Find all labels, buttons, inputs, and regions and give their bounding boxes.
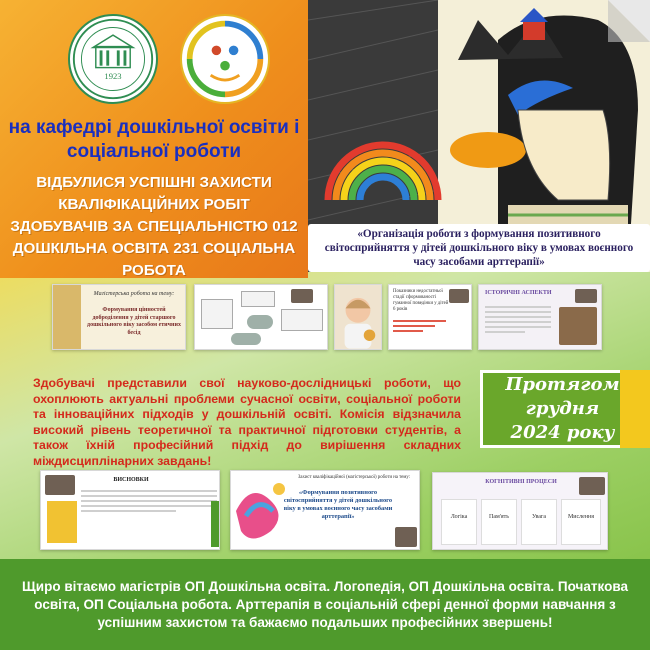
university-logo xyxy=(68,14,158,104)
diagram-box xyxy=(281,309,323,331)
diagram-node xyxy=(231,333,261,345)
chart-slide-thumbnail xyxy=(388,284,472,350)
process-card xyxy=(481,499,517,545)
header-panel xyxy=(0,0,308,278)
duration-text xyxy=(483,373,642,445)
closing-message: Щиро вітаємо магістрів ОП Дошкільна освіта. Логопедія, ОП Дошкільна освіта. Початкова освіта, ОП Соціальна робота. Арттерапія в соціальній сфері денної форми навчання з успішним захистом та бажаємо подальших професійних звершень! xyxy=(22,578,628,630)
process-label: Мислення xyxy=(567,514,595,520)
process-card xyxy=(521,499,557,545)
speaker-video-thumbnail xyxy=(395,527,417,547)
child-photo-thumbnail xyxy=(334,284,382,350)
accent-strip xyxy=(620,370,650,448)
process-label: Увага xyxy=(531,514,547,520)
slide-accent-bar xyxy=(211,501,219,547)
cognitive-slide-thumbnail xyxy=(432,472,608,550)
slide-title: «Формування позитивного світосприйняття у дітей дошкільного віку в умовах воєнного часу засобами арттерапії» xyxy=(283,489,393,520)
speaker-video-thumbnail xyxy=(579,477,605,495)
diagram-box xyxy=(201,299,233,329)
slide-bars xyxy=(393,317,469,335)
conclusions-slide-thumbnail xyxy=(40,470,220,550)
slide-heading: Магістерська робота на тему: xyxy=(93,291,175,297)
presentation-title: «Організація роботи з формування позитивного світосприйняття у дітей дошкільного віку в умовах воєнного часу засобами арттерапії» xyxy=(324,228,634,268)
duration-line-2: 2024 року xyxy=(510,422,615,443)
slide-text-lines xyxy=(81,487,217,515)
closing-message-banner xyxy=(0,559,650,650)
process-label: Логіка xyxy=(450,514,468,520)
diagram-box xyxy=(241,291,275,307)
diagram-slide-thumbnail xyxy=(194,284,328,350)
defense-title-slide-thumbnail xyxy=(230,470,420,550)
speaker-video-thumbnail xyxy=(449,289,469,303)
slide-title: КОГНІТИВНІ ПРОЦЕСИ xyxy=(485,479,557,485)
slide-title: ВИСНОВКИ xyxy=(113,477,149,483)
process-card xyxy=(561,499,601,545)
slide-title: Формування цінностей доброділення у дітей старшого дошкільного віку засобом етичних бесід xyxy=(87,307,181,336)
department-heading: на кафедрі дошкільної освіти і соціальної роботи xyxy=(8,117,300,162)
summary-paragraph: Здобувачі представили свої науково-дослідницькі роботи, що охоплюють актуальні проблеми сучасної освіти, соціальної роботи та інноваційних підходів у дошкільній освіті. Комісія відзначила високий рівень теоретичної та практичної підготовки студентів, а також їхній професійний підхід до вирішення складних міждисциплінарних завдань! xyxy=(33,376,461,468)
book-cover-image xyxy=(47,501,77,543)
presentation-title-card xyxy=(308,224,650,272)
portrait-image xyxy=(559,307,597,345)
process-label: Пам'ять xyxy=(489,514,509,520)
slide-title: Показники недостатньої стадії сформованості гуманної поведінки у дітей 6 років xyxy=(393,289,449,312)
thesis-slide-thumbnail xyxy=(52,284,186,350)
duration-badge xyxy=(480,370,642,448)
defense-announcement: ВІДБУЛИСЯ УСПІШНІ ЗАХИСТИ КВАЛІФІКАЦІЙНИХ РОБІТ ЗДОБУВАЧІВ ЗА СПЕЦІАЛЬНІСТЮ 012 ДОШКІЛЬНА ОСВІТА 231 СОЦІАЛЬНА РОБОТА xyxy=(10,174,298,279)
speaker-video-thumbnail xyxy=(575,289,597,303)
department-logo xyxy=(180,14,270,104)
speaker-video-thumbnail xyxy=(45,475,75,495)
slide-title: ІСТОРИЧНІ АСПЕКТИ xyxy=(485,290,552,296)
duration-line-1: Протягом грудня xyxy=(505,374,620,419)
slide-caption: Захист кваліфікаційної (магістерської) роботи на тему: xyxy=(297,475,411,480)
slide-text-lines xyxy=(485,303,551,336)
paint-splash-graphic xyxy=(231,471,291,550)
scroll-decoration xyxy=(53,285,81,350)
process-card xyxy=(441,499,477,545)
speaker-video-thumbnail xyxy=(291,289,313,303)
history-slide-thumbnail xyxy=(478,284,602,350)
diagram-node xyxy=(247,315,273,329)
svg-text:1923: 1923 xyxy=(104,71,122,82)
